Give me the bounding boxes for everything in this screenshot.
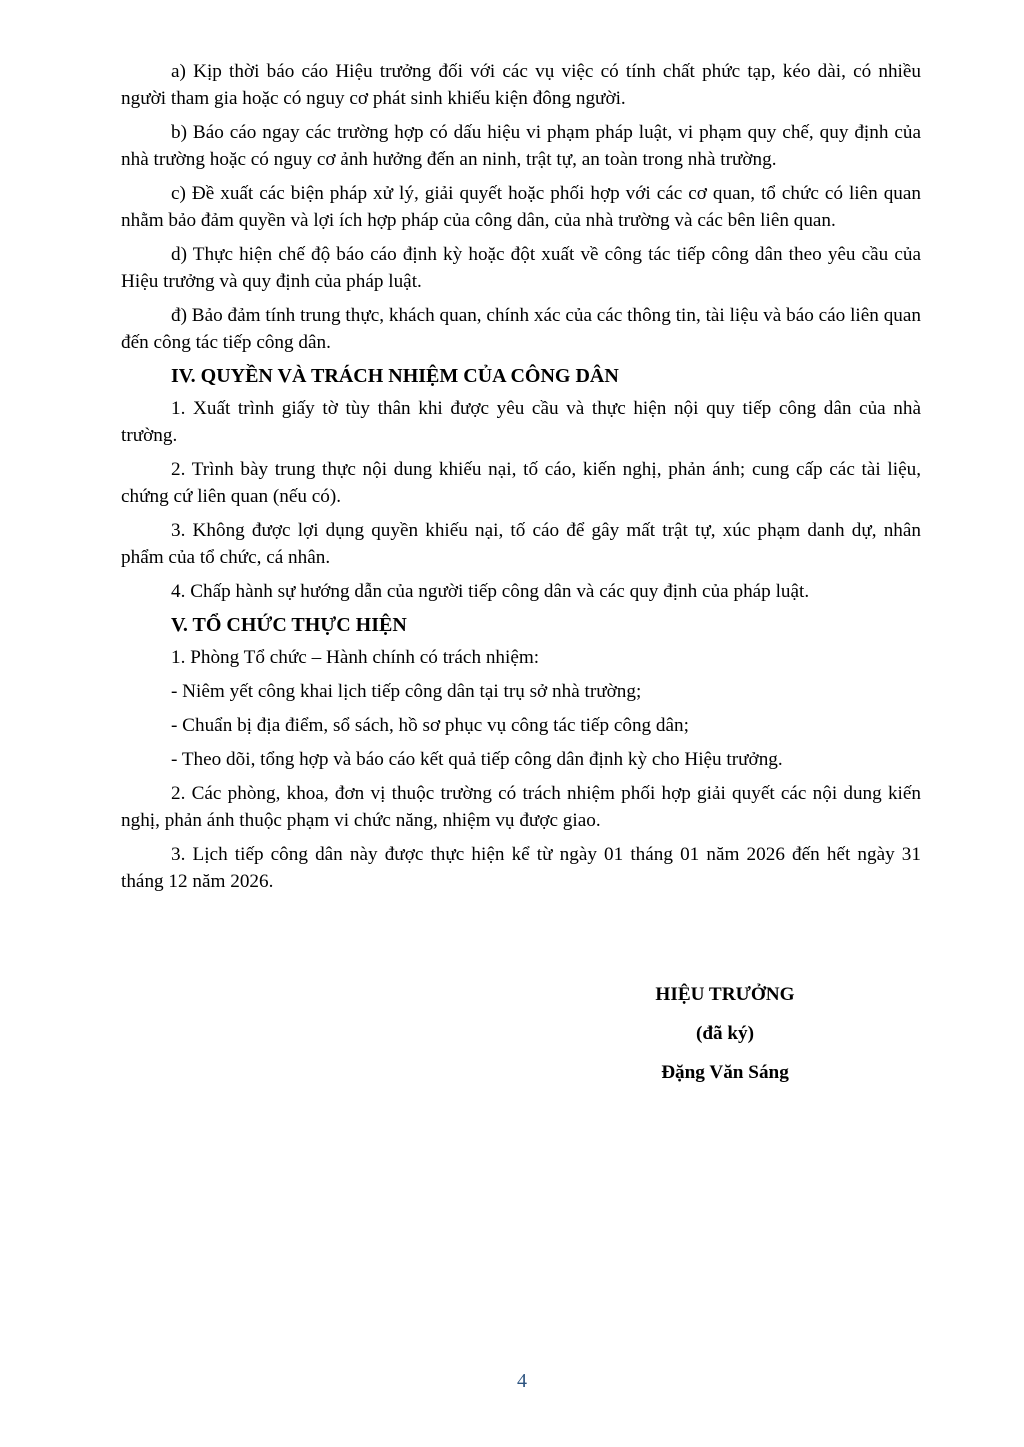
section-v-item-3: 3. Lịch tiếp công dân này được thực hiện kể từ ngày 01 tháng 01 năm 2026 đến hết ngày 31 tháng 12 năm 2026. xyxy=(121,844,921,892)
signature-block xyxy=(560,982,890,1099)
section-iv-item-2: 2. Trình bày trung thực nội dung khiếu nại, tố cáo, kiến nghị, phản ánh; cung cấp các tài liệu, chứng cứ liên quan (nếu có). xyxy=(121,459,921,507)
section-v-bullet-2: - Chuẩn bị địa điểm, sổ sách, hồ sơ phục vụ công tác tiếp công dân; xyxy=(171,715,689,736)
section-iv-item-3: 3. Không được lợi dụng quyền khiếu nại, tố cáo để gây mất trật tự, xúc phạm danh dự, nhân phẩm của tổ chức, cá nhân. xyxy=(121,520,921,568)
paragraph-b: b) Báo cáo ngay các trường hợp có dấu hiệu vi phạm pháp luật, vi phạm quy chế, quy định của nhà trường hoặc có nguy cơ ảnh hưởng đến an ninh, trật tự, an toàn trong nhà trường. xyxy=(121,122,921,170)
page-number: 4 xyxy=(517,1370,527,1392)
paragraph-c: c) Đề xuất các biện pháp xử lý, giải quyết hoặc phối hợp với các cơ quan, tổ chức có liên quan nhằm bảo đảm quyền và lợi ích hợp pháp của công dân, của nhà trường và các bên liên quan. xyxy=(121,183,921,231)
section-v-item-1: 1. Phòng Tổ chức – Hành chính có trách nhiệm: xyxy=(171,647,540,668)
section-v-item-2: 2. Các phòng, khoa, đơn vị thuộc trường có trách nhiệm phối hợp giải quyết các nội dung kiến nghị, phản ánh thuộc phạm vi chức năng, nhiệm vụ được giao. xyxy=(121,783,921,831)
paragraph-d: d) Thực hiện chế độ báo cáo định kỳ hoặc đột xuất về công tác tiếp công dân theo yêu cầu của Hiệu trưởng và quy định của pháp luật. xyxy=(121,244,921,292)
signature-name: Đặng Văn Sáng xyxy=(661,1062,789,1083)
signature-title: HIỆU TRƯỞNG xyxy=(655,984,795,1005)
paragraph-a: a) Kịp thời báo cáo Hiệu trưởng đối với các vụ việc có tính chất phức tạp, kéo dài, có nhiều người tham gia hoặc có nguy cơ phát sinh khiếu kiện đông người. xyxy=(121,61,921,109)
section-v-heading: V. TỔ CHỨC THỰC HIỆN xyxy=(171,614,407,636)
section-iv-item-1: 1. Xuất trình giấy tờ tùy thân khi được yêu cầu và thực hiện nội quy tiếp công dân của nhà trường. xyxy=(121,398,921,446)
section-v-bullet-1: - Niêm yết công khai lịch tiếp công dân tại trụ sở nhà trường; xyxy=(171,681,642,702)
section-v-bullet-3: - Theo dõi, tổng hợp và báo cáo kết quả tiếp công dân định kỳ cho Hiệu trưởng. xyxy=(171,749,783,770)
paragraph-dd: đ) Bảo đảm tính trung thực, khách quan, chính xác của các thông tin, tài liệu và báo cáo liên quan đến công tác tiếp công dân. xyxy=(121,305,921,353)
signature-status: (đã ký) xyxy=(695,1023,755,1044)
section-iv-heading: IV. QUYỀN VÀ TRÁCH NHIỆM CỦA CÔNG DÂN xyxy=(171,365,619,387)
document-body xyxy=(121,58,921,902)
section-iv-item-4: 4. Chấp hành sự hướng dẫn của người tiếp công dân và các quy định của pháp luật. xyxy=(171,581,810,602)
